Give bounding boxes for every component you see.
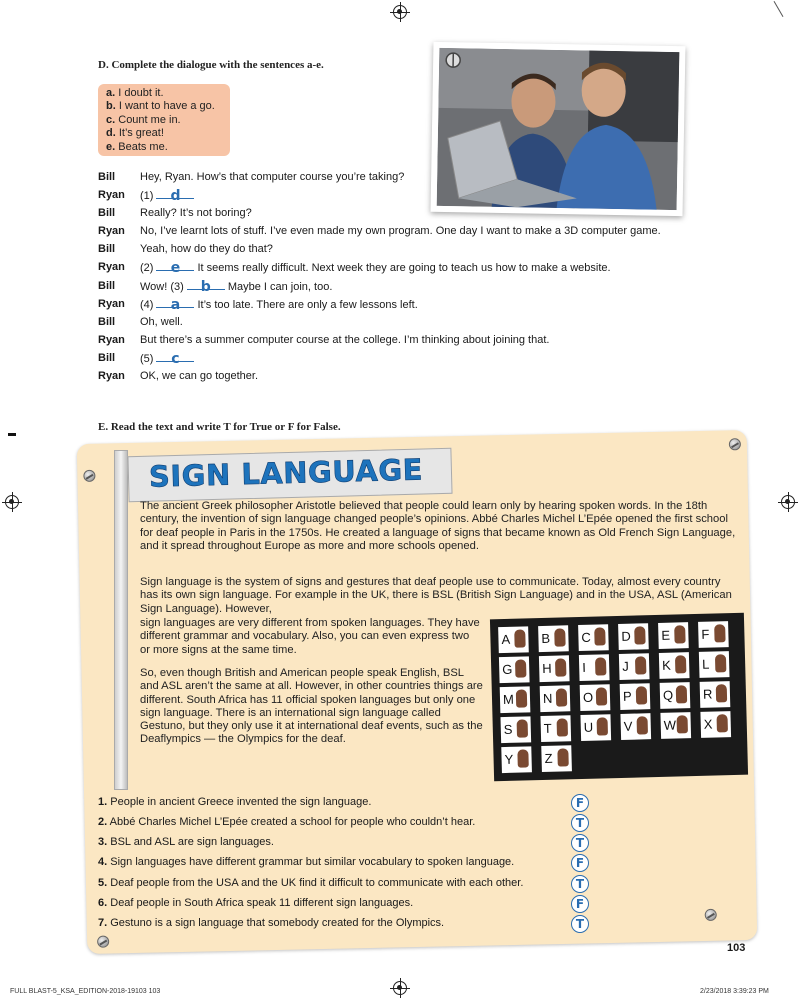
hand-sign-icon — [597, 717, 608, 735]
registration-mark-right — [781, 495, 795, 509]
corner-mark — [774, 1, 784, 17]
hand-sign-icon — [716, 714, 727, 732]
question-1: 1. People in ancient Greece invented the sign language. — [98, 796, 372, 808]
hand-sign-icon — [634, 626, 645, 644]
hand-sign-icon — [517, 749, 528, 767]
answer-circle-5[interactable]: T — [571, 875, 589, 893]
question-7: 7. Gestuno is a sign language that somebody created for the Olympics. — [98, 917, 445, 929]
dialogue-line: Bill (5) c — [98, 349, 738, 367]
footer-left: FULL BLAST-5_KSA_EDITION-2018-19103 103 — [10, 988, 161, 995]
sign-title: SIGN LANGUAGE — [148, 452, 424, 494]
paragraph-2b: sign languages are very different from spoken languages. They have different grammar and vocabulary. Also, you can even express two or more signs at the same time. — [140, 617, 480, 656]
alphabet-cell: S — [500, 716, 531, 743]
dialogue-line: Bill Wow! (3) b Maybe I can join, too. — [98, 278, 333, 295]
answer-blank-1[interactable]: d — [156, 186, 194, 199]
answer-circle-6[interactable]: F — [571, 895, 589, 913]
answer-circle-2[interactable]: T — [571, 814, 589, 832]
hand-sign-icon — [637, 716, 648, 734]
question-2: 2. Abbé Charles Michel L’Epée created a school for people who couldn’t hear. — [98, 816, 476, 828]
question-5: 5. Deaf people from the USA and the UK find it difficult to communicate with each other. — [98, 877, 524, 889]
alphabet-cell: W — [660, 712, 691, 739]
hand-sign-icon — [716, 684, 727, 702]
alphabet-cell: J — [619, 653, 650, 680]
registration-mark-top — [393, 5, 407, 19]
alphabet-cell: E — [658, 622, 689, 649]
hand-sign-icon — [555, 658, 566, 676]
screw-icon — [729, 438, 741, 450]
screw-icon — [83, 470, 95, 482]
alphabet-cell: L — [699, 651, 730, 678]
alphabet-cell: I — [579, 654, 610, 681]
crop-mark — [8, 433, 16, 436]
dialogue — [98, 168, 738, 385]
choice-d: d. It’s great! — [106, 127, 164, 140]
answer-blank-2[interactable]: e — [156, 258, 194, 271]
paragraph-3: So, even though British and American people speak English, BSL and ASL aren’t the same at all. However, in other countries things are different. South Africa has 11 official spoken languages but only one sign language. There is an international sign language called Gestuno, but they only use it at international deaf events, such as the Deaflympics — the Olympics for the deaf. — [140, 667, 483, 746]
answer-circle-4[interactable]: F — [571, 854, 589, 872]
hand-sign-icon — [674, 625, 685, 643]
dialogue-line: Ryan (2) e It seems really difficult. Next week they are going to teach us how to make a website. — [98, 260, 611, 277]
hand-sign-icon — [556, 688, 567, 706]
alphabet-cell: O — [580, 684, 611, 711]
signpost-board — [127, 448, 452, 502]
question-4: 4. Sign languages have different grammar but similar vocabulary to spoken language. — [98, 856, 515, 868]
dialogue-line: Ryan No, I’ve learnt lots of stuff. I’ve even made my own program. One day I want to make a 3D computer game. — [98, 225, 661, 238]
section-e-title: E. Read the text and write T for True or F for False. — [98, 421, 341, 433]
section-d-title: D. Complete the dialogue with the sentences a-e. — [98, 59, 324, 71]
answer-blank-5[interactable]: c — [156, 349, 194, 362]
sign-alphabet-chart — [490, 613, 748, 782]
answer-circle-3[interactable]: T — [571, 834, 589, 852]
alphabet-cell: B — [538, 625, 569, 652]
choice-a: a. I doubt it. — [106, 87, 164, 99]
alphabet-cell: Y — [501, 746, 532, 773]
hand-sign-icon — [715, 654, 726, 672]
hand-sign-icon — [554, 628, 565, 646]
hand-sign-icon — [516, 689, 527, 707]
answer-blank-4[interactable]: a — [156, 295, 194, 308]
hand-sign-icon — [676, 685, 687, 703]
alphabet-cell: X — [700, 711, 731, 738]
choice-b: b. I want to have a go. — [106, 100, 215, 113]
alphabet-cell: H — [539, 655, 570, 682]
paragraph-2a: Sign language is the system of signs and gestures that deaf people use to communicate. Today, almost every country has its own sign language. For example in the UK, there is BSL (British Sign Language) and in the USA, ASL (American Sign Language). However, — [140, 576, 732, 615]
footer-right: 2/23/2018 3:39:23 PM — [700, 988, 769, 995]
answer-blank-3[interactable]: b — [187, 277, 225, 290]
hand-sign-icon — [517, 719, 528, 737]
hand-sign-icon — [636, 686, 647, 704]
hand-sign-icon — [594, 627, 605, 645]
dialogue-line: Ryan But there’s a summer computer course at the college. I’m thinking about joining that. — [98, 333, 550, 346]
choice-e: e. Beats me. — [106, 140, 168, 153]
answer-circle-7[interactable]: T — [571, 915, 589, 933]
alphabet-cell: T — [540, 715, 571, 742]
dialogue-line: Bill Really? It’s not boring? — [98, 207, 252, 220]
dialogue-line: Bill Yeah, how do they do that? — [98, 243, 273, 256]
hand-sign-icon — [714, 624, 725, 642]
dialogue-line: Bill Hey, Ryan. How’s that computer course you’re taking? — [98, 171, 405, 183]
alphabet-cell: D — [618, 623, 649, 650]
screw-icon — [97, 936, 109, 948]
question-3: 3. BSL and ASL are sign languages. — [98, 836, 274, 848]
alphabet-cell: V — [620, 713, 651, 740]
alphabet-cell: G — [499, 656, 530, 683]
hand-sign-icon — [514, 629, 525, 647]
signpost-pole — [114, 450, 128, 790]
alphabet-cell: K — [659, 652, 690, 679]
alphabet-cell: Q — [660, 682, 691, 709]
alphabet-cell: U — [580, 714, 611, 741]
choices-box — [98, 84, 230, 156]
alphabet-cell: R — [700, 681, 731, 708]
hand-sign-icon — [677, 715, 688, 733]
page-number: 103 — [727, 942, 746, 954]
hand-sign-icon — [595, 657, 606, 675]
dialogue-line: Ryan (1) d — [98, 186, 738, 204]
hand-sign-icon — [675, 655, 686, 673]
answer-circle-1[interactable]: F — [571, 794, 589, 812]
hand-sign-icon — [557, 718, 568, 736]
registration-mark-bottom — [393, 981, 407, 995]
hand-sign-icon — [557, 748, 568, 766]
alphabet-cell: C — [578, 624, 609, 651]
hand-sign-icon — [635, 656, 646, 674]
question-6: 6. Deaf people in South Africa speak 11 different sign languages. — [98, 897, 414, 909]
alphabet-cell: F — [698, 621, 729, 648]
registration-mark-left — [5, 495, 19, 509]
screw-icon — [705, 909, 717, 921]
dialogue-line: Bill Oh, well. — [98, 315, 183, 328]
paragraph-1: The ancient Greek philosopher Aristotle believed that people could learn only by hearing spoken words. In the 18th century, the invention of sign language changed people’s opinions. Abbé Charles Michel L’Epée opened the first school for deaf people in Paris in the 1750s. He created a language of signs that became known as Old French Sign Language, and it spread throughout Europe as more and more schools opened. — [140, 500, 736, 552]
dialogue-line: Ryan (4) a It’s too late. There are only a few lessons left. — [98, 296, 418, 313]
alphabet-cell: M — [500, 686, 531, 713]
hand-sign-icon — [596, 687, 607, 705]
alphabet-cell: N — [540, 685, 571, 712]
alphabet-cell: P — [620, 683, 651, 710]
alphabet-cell: A — [498, 626, 529, 653]
dialogue-line: Ryan OK, we can go together. — [98, 370, 259, 383]
choice-c: c. Count me in. — [106, 113, 181, 126]
hand-sign-icon — [515, 659, 526, 677]
alphabet-cell: Z — [541, 745, 572, 772]
